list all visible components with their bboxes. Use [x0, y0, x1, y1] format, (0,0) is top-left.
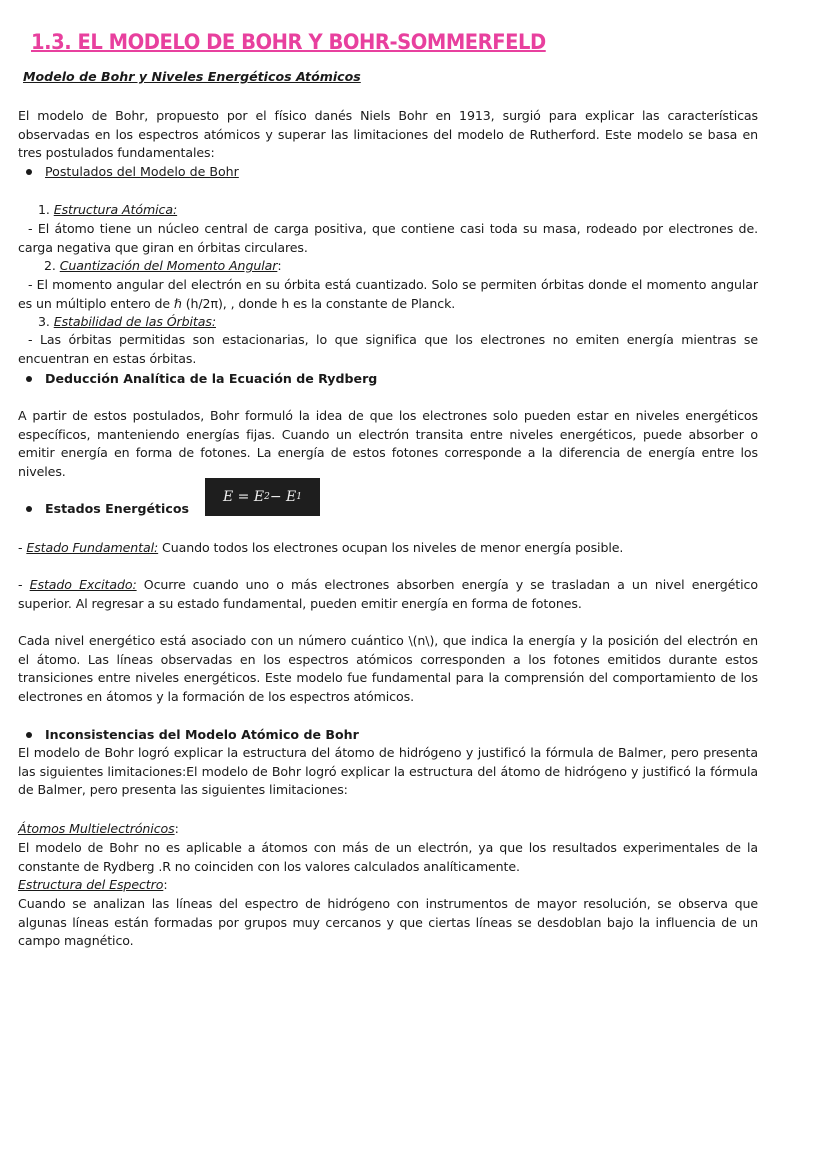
estado-fundamental: - Estado Fundamental: Cuando todos los electrones ocupan los niveles de menor energía posible. [18, 540, 624, 555]
section-subtitle: Modelo de Bohr y Niveles Energéticos Atómicos [23, 69, 361, 84]
bullet-postulados [26, 163, 239, 182]
bullet-estados: Estados Energéticos [26, 500, 189, 519]
postulados-heading: Postulados del Modelo de Bohr [45, 164, 239, 179]
postulado-1-text: - El átomo tiene un núcleo central de carga positiva, que contiene casi toda su masa, rodeado por electrones de. carga negativa que giran en órbitas circulares. [18, 221, 758, 255]
espectro-paragraph: Cuando se analizan las líneas del espectro de hidrógeno con instrumentos de mayor resolución, se observa que algunas líneas están formadas por grupos muy cercanos y que ciertas líneas se desdoblan bajo la influencia de un campo magnético. [18, 896, 758, 949]
bullet-deduccion: Deducción Analítica de la Ecuación de Rydberg [26, 370, 377, 389]
energy-formula: E = E 2 − E 1 [205, 478, 320, 516]
postulado-3-title: 3. Estabilidad de las Órbitas: [38, 314, 216, 329]
estado-excitado: - Estado Excitado: Ocurre cuando uno o más electrones absorben energía y se trasladan a un nivel energético superior. Al regresar a su estado fundamental, pueden emitir energía en forma de fotones. [18, 577, 758, 611]
inconsistencias-paragraph: El modelo de Bohr logró explicar la estructura del átomo de hidrógeno y justificó la fórmula de Balmer, pero presenta las siguientes limitaciones:El modelo de Bohr logró explicar la estructura del átomo de hidrógeno y justificó la fórmula de Balmer, pero presenta las siguientes limitaciones: [18, 745, 758, 798]
bullet-icon [26, 732, 32, 738]
espectro-heading: Estructura del Espectro: [18, 877, 168, 892]
deduccion-paragraph: A partir de estos postulados, Bohr formuló la idea de que los electrones solo pueden estar en niveles energéticos específicos, manteniendo energías fijas. Cuando un electrón transita entre niveles energéticos, puede absorber o emitir energía en forma de fotones. La energía de estos fotones corresponde a la diferencia de energía entre los niveles. [18, 408, 758, 480]
bullet-icon [26, 506, 32, 512]
multi-heading: Átomos Multielectrónicos: [18, 821, 179, 836]
multi-paragraph: El modelo de Bohr no es aplicable a átomos con más de un electrón, ya que los resultados experimentales de la constante de Rydberg .R no coinciden con los valores calculados analíticamente. [18, 840, 758, 874]
bullet-icon [26, 169, 32, 175]
postulado-2-title: 2. Cuantización del Momento Angular: [44, 258, 282, 273]
postulado-2-text: - El momento angular del electrón en su órbita está cuantizado. Solo se permiten órbitas donde el momento angular es un múltiplo entero de ℏ (h/2π), , donde h es la constante de Planck. [18, 277, 758, 311]
bullet-inconsistencias: Inconsistencias del Modelo Atómico de Bohr [26, 726, 359, 745]
nivel-paragraph: Cada nivel energético está asociado con un número cuántico \(n\), que indica la energía y la posición del electrón en el átomo. Las líneas observadas en los espectros atómicos corresponden a los fotones emitidos durante estos transiciones entre niveles energéticos. Este modelo fue fundamental para la comprensión del comportamiento de los electrones en átomos y la formación de los espectros atómicos. [18, 633, 758, 705]
page-title: 1.3. EL MODELO DE BOHR Y BOHR-SOMMERFELD [31, 30, 546, 54]
postulado-1-title: 1. Estructura Atómica: [38, 202, 178, 217]
bullet-icon [26, 376, 32, 382]
intro-paragraph: El modelo de Bohr, propuesto por el físico danés Niels Bohr en 1913, surgió para explicar las características observadas en los espectros atómicos y superar las limitaciones del modelo de Rutherford. Este modelo se basa en tres postulados fundamentales: [18, 108, 758, 161]
postulado-3-text: - Las órbitas permitidas son estacionarias, lo que significa que los electrones no emiten energía mientras se encuentran en estas órbitas. [18, 332, 758, 366]
